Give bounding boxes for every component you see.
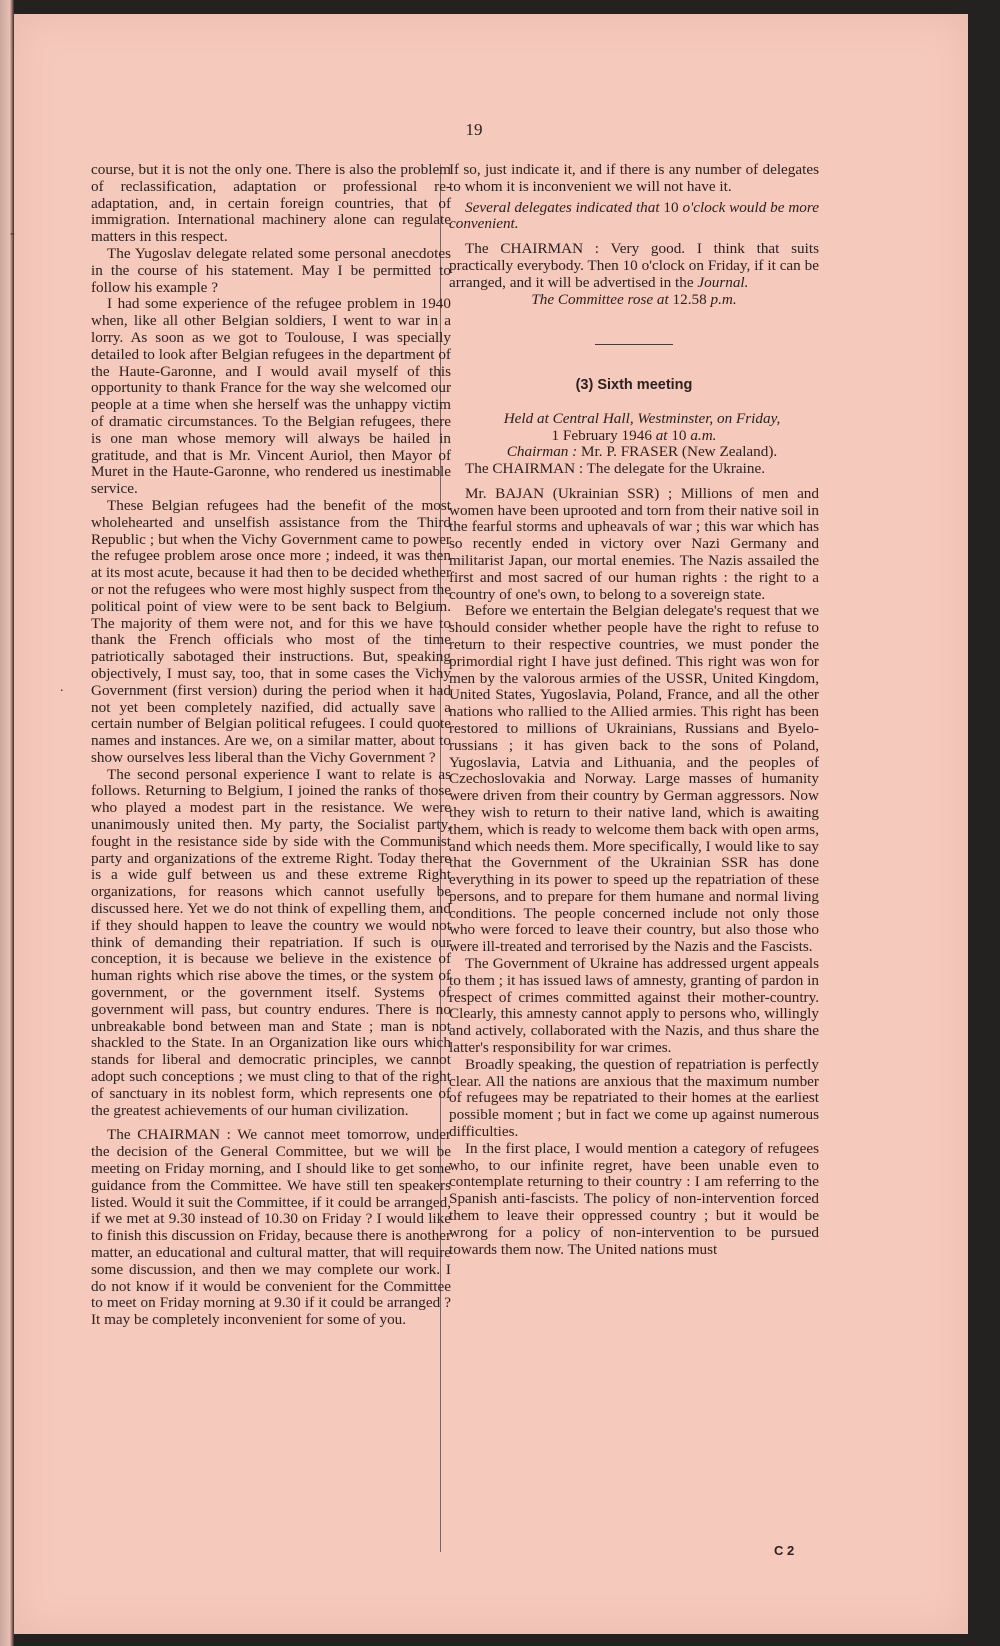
paragraph: I had some experience of the refugee problem in 1940 when, like all other Belgian soldiers, I went to war in a lorry. As soon as we got to Toulouse, I was specially detailed to look after Belgian refugees in the department of the Haute-Garonne, and I would avail myself of this opportunity to thank France for the way she welcomed our people at a time when she herself was the unhappy victim of dramatic circumstances. To the Belgian refugees, there is one man whose memory will always be hailed in gratitude, and that is Mr. Vincent Auriol, then Mayor of Muret in the Haute-Garonne, who rendered us inestimable service. (91, 295, 451, 498)
paragraph: The second personal experience I want to relate is as follows. Returning to Belgium, I joined the ranks of those who played a modest part in the resistance. We were unanimously united then. My party, the Socialist party, fought in the resistance side by side with the Communist party and organizations of the extreme Right. Today there is a wide gulf between us and these extreme Right organizations, for reasons which cannot usefully be discussed here. Yet we do not think of expelling them, and if they should happen to leave the country we would not think of demanding their repatriation. If such is our conception, it is because we believe in the existence of human rights which rise above the times, or the system of government, or the government itself. Systems of government will pass, but country endures. There is no unbreakable bond between man and State ; man is not shackled to the State. In an Organization like ours which stands for liberal and democratic principles, we cannot adopt such conceptions ; we must cling to that of the right of sanctuary in its noblest form, which represents one of the greatest achievements of our human civilization. (91, 765, 451, 1119)
meeting-chairman: Chairman : Mr. P. FRASER (New Zealand). (506, 443, 778, 461)
paragraph: Before we entertain the Belgian delegate's request that we should consider whether people have the right to refuse to return to their respective countries, we must ponder the primordial right I have just defined. This right was won for men by the valorous armies of the USSR, United Kingdom, United States, Yugoslavia, Poland, France, and all the other nations who rallied to the Allied armies. This right has been restored to millions of Ukrainians, Russians and Byelo-russians ; it has given back to the sons of Poland, Yugoslavia, Latvia and Lithuania, and the peoples of Czechoslovakia and Norway. Large masses of humanity were driven from their country by German aggressors. Now they wish to return to their native land, which is awaiting them, which is ready to welcome them back with open arms, and which needs them. More specifically, I would like to say that the Government of the Ukrainian SSR has done everything in its power to speed up the repatriation of these persons, and to prepare for them humane and normal living conditions. The people concerned include not only those who were forced to leave their country, but also those who were ill-treated and terrorised by the Nazis and the Fascists. (449, 602, 819, 956)
paragraph: Mr. BAJAN (Ukrainian SSR) ; Millions of men and women have been uprooted and torn from their native soil in the fearful storms and upheavals of war ; this war which has so recently ended in victory over Nazi Germany and militarist Japan, our mortal enemies. The Nazis assailed the first and most sacred of our human rights : the right to a country of one's own, to belong to a sovereign state. (449, 484, 819, 603)
paragraph: Broadly speaking, the question of repatriation is perfectly clear. All the nations are anxious that the maximum number of refugees may be repatriated to their homes at the earliest possible moment ; but in fact we come up against numerous difficulties. (449, 1055, 819, 1141)
meeting-heading: (3) Sixth meeting (575, 377, 693, 394)
meeting-venue: Held at Central Hall, Westminster, on Friday, 1 February 1946 at 10 a.m. (503, 410, 781, 445)
right-column (449, 162, 819, 1258)
margin-mark: - (10, 226, 15, 241)
paragraph: The Yugoslav delegate related some personal anecdotes in the course of his statement. May I be permitted to follow his example ? (91, 244, 451, 296)
paragraph: The CHAIRMAN : The delegate for the Ukraine. (465, 459, 766, 477)
printer-signature: C 2 (774, 1543, 795, 1558)
left-column (91, 162, 451, 1329)
paragraph: The Government of Ukraine has addressed urgent appeals to them ; it has issued laws of amnesty, granting of pardon in respect of crimes committed against their mother-country. Clearly, this amnesty cannot apply to persons who, willingly and actively, collaborated with the Nazis, and thus share the latter's responsibility for war crimes. (449, 955, 819, 1057)
page (10, 14, 968, 1634)
chairman-paragraph: The CHAIRMAN : Very good. I think that suits practically everybody. Then 10 o'clock on Friday, if it can be arranged, and it will be advertised in the Journal. (449, 240, 819, 291)
section-rule (595, 344, 673, 345)
stage-direction: Several delegates indicated that 10 o'clock would be more convenient. (449, 198, 819, 233)
paragraph: In the first place, I would mention a category of refugees who, to our infinite regret, have been unable even to contemplate returning to their country : I am referring to the Spanish anti-fascists. The policy of non-intervention forced them to leave their oppressed country ; but it would be wrong for a policy of non-intervention to be pursued towards them now. The United nations must (449, 1139, 819, 1258)
chairman-paragraph: The CHAIRMAN : We cannot meet tomorrow, under the decision of the General Committee, but we will be meeting on Friday morning, and I should like to get some guidance from the Committee. We have still ten speakers listed. Would it suit the Committee, if it could be arranged, if we met at 9.30 instead of 10.30 on Friday ? I would like to finish this discussion on Friday, because there is another matter, an educational and cultural matter, that will require some discussion, and then we may complete our work. I do not know if it would be convenient for the Committee to meet on Friday morning at 9.30 if it could be arranged ? It may be completely inconvenient for some of you. (91, 1126, 451, 1329)
paragraph: course, but it is not the only one. There is also the problem of reclassification, adaptation or professional re-adaptation, and, in certain foreign countries, that of immigration. International machinery alone can regulate matters in this respect. (91, 161, 451, 246)
margin-mark: . (60, 680, 64, 695)
page-number: 19 (465, 120, 483, 139)
adjournment-note: The Committee rose at 12.58 p.m. (531, 290, 737, 308)
paragraph: These Belgian refugees had the benefit of the most wholehearted and unselfish assistance from the Third Republic ; but when the Vichy Government came to power the refugee problem arose once more ; indeed, it was then at its most acute, because it had then to be decided whether or not the refugees who were most highly suspect from the political point of view were to be sent back to Belgium. The majority of them were not, and for this we have to thank the French officials who most of the time patriotically sabotaged their instructions. But, speaking objectively, I must say, too, that in some cases the Vichy Government (first version) during the period when it had not yet been completely nazified, did actually save a certain number of Belgian political refugees. I could quote names and instances. Are we, on a similar matter, about to show ourselves less liberal than the Vichy Government ? (91, 496, 451, 766)
paragraph: If so, just indicate it, and if there is any number of delegates to whom it is inconvenient we will not have it. (449, 161, 819, 195)
previous-page-edge (0, 0, 14, 1646)
